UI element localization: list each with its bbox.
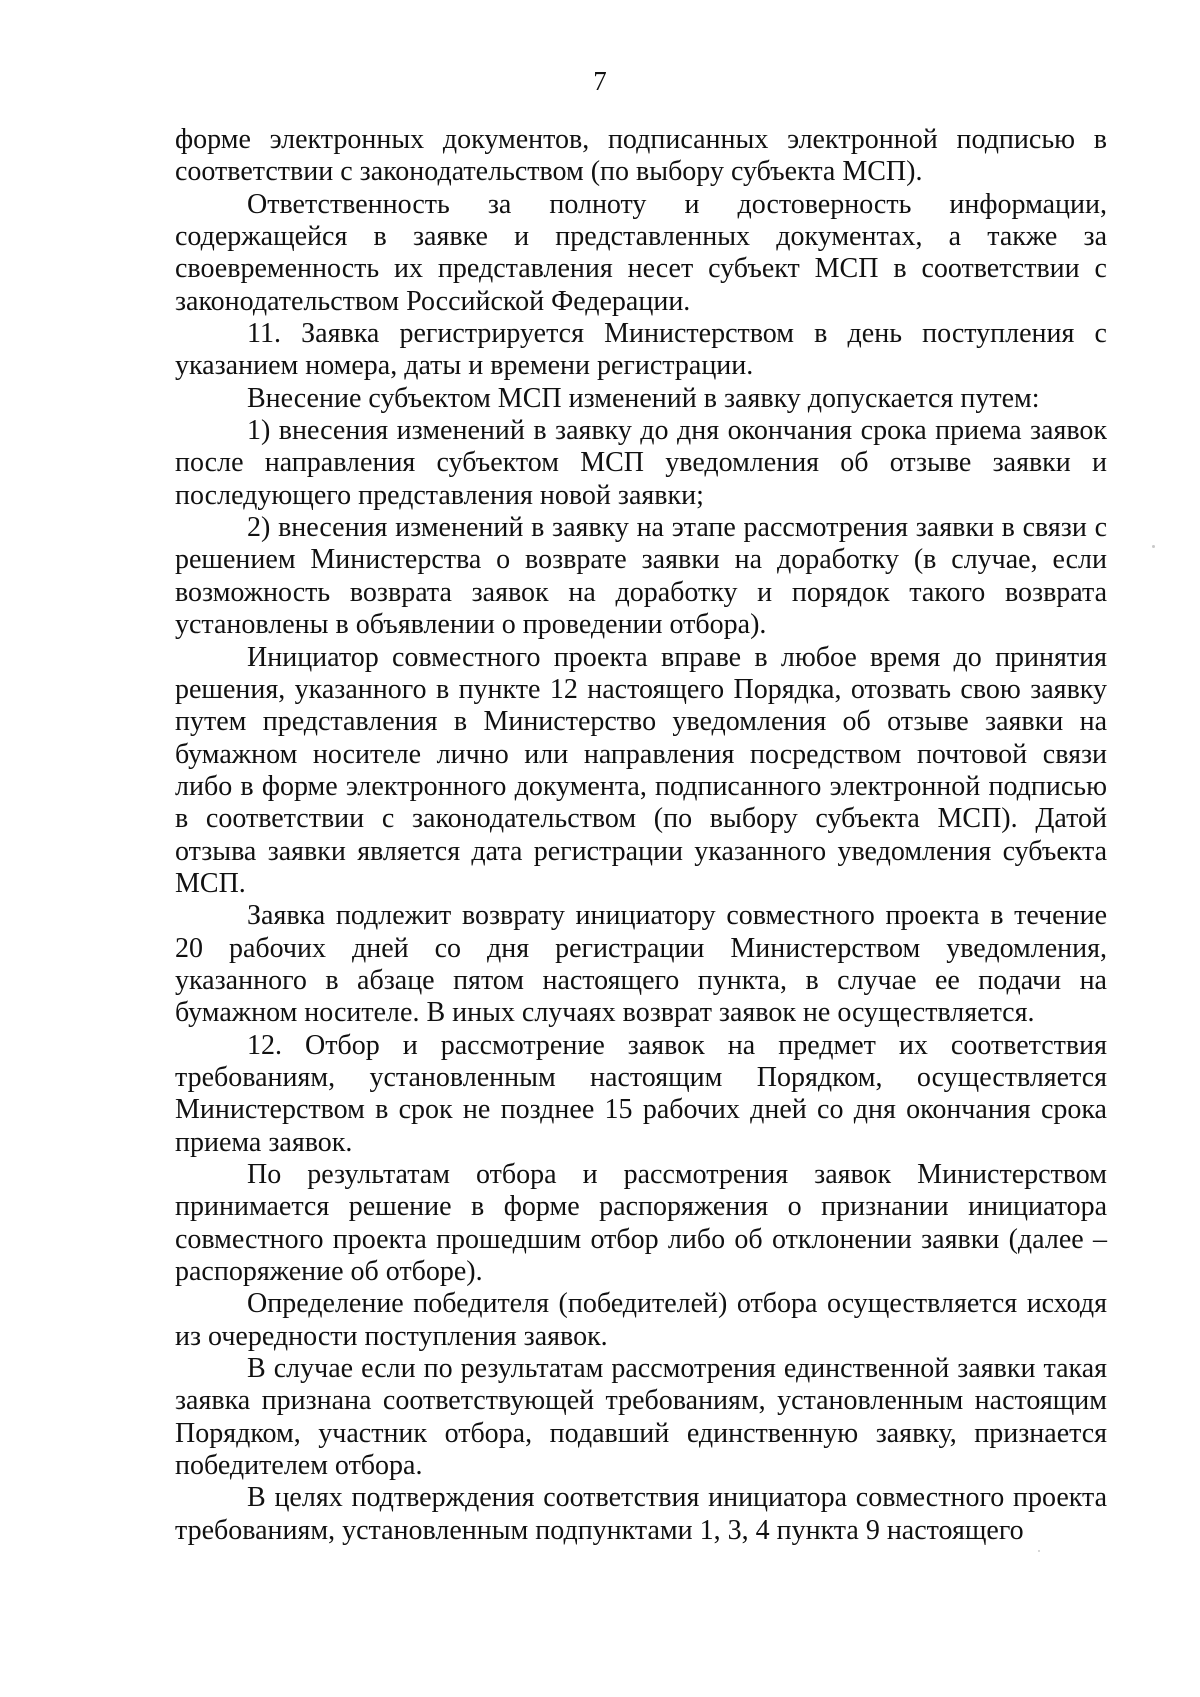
paragraph-clause-12: 12. Отбор и рассмотрение заявок на предмет их соответствия требованиям, установленным настоящим Порядком, осуществляется Министерством в срок не позднее 15 рабочих дней со дня окончания срока приема заявок. — [175, 1029, 1107, 1158]
document-body — [175, 124, 1107, 1547]
paragraph-clause-11: 11. Заявка регистрируется Министерством в день поступления с указанием номера, даты и времени регистрации. — [175, 318, 1107, 382]
scan-speck — [1152, 545, 1155, 548]
paragraph-trailing: В целях подтверждения соответствия инициатора совместного проекта требованиям, установленным подпунктами 1, 3, 4 пункта 9 настоящего — [175, 1482, 1107, 1546]
paragraph: Внесение субъектом МСП изменений в заявку допускается путем: — [247, 382, 1040, 414]
paragraph: Определение победителя (победителей) отбора осуществляется исходя из очередности поступления заявок. — [175, 1288, 1107, 1352]
paragraph: В случае если по результатам рассмотрения единственной заявки такая заявка признана соответствующей требованиям, установленным настоящим Порядком, участник отбора, подавший единственную заявку, признается победителем отбора. — [175, 1353, 1107, 1482]
paragraph: Заявка подлежит возврату инициатору совместного проекта в течение 20 рабочих дней со дня регистрации Министерством уведомления, указанного в абзаце пятом настоящего пункта, в случае ее подачи на бумажном носителе. В иных случаях возврат заявок не осуществляется. — [175, 900, 1107, 1029]
list-item-1: 1) внесения изменений в заявку до дня окончания срока приема заявок после направления субъектом МСП уведомления об отзыве заявки и последующего представления новой заявки; — [175, 415, 1107, 511]
paragraph: Ответственность за полноту и достоверность информации, содержащейся в заявке и представленных документах, а также за своевременность их представления несет субъект МСП в соответствии с законодательством Российской Федерации. — [175, 188, 1107, 317]
paragraph: Инициатор совместного проекта вправе в любое время до принятия решения, указанного в пункте 12 настоящего Порядка, отозвать свою заявку путем представления в Министерство уведомления об отзыве заявки на бумажном носителе лично или направления посредством почтовой связи либо в форме электронного документа, подписанного электронной подписью в соответствии с законодательством (по выбору субъекта МСП). Датой отзыва заявки является дата регистрации указанного уведомления субъекта МСП. — [175, 641, 1107, 899]
page-number: 7 — [593, 66, 607, 96]
paragraph: По результатам отбора и рассмотрения заявок Министерством принимается решение в форме распоряжения о признании инициатора совместного проекта прошедшим отбор либо об отклонении заявки (далее – распоряжение об отборе). — [175, 1159, 1107, 1288]
list-item-2: 2) внесения изменений в заявку на этапе рассмотрения заявки в связи с решением Министерства о возврате заявки на доработку (в случае, если возможность возврата заявок на доработку и порядок такого возврата установлены в объявлении о проведении отбора). — [175, 512, 1107, 641]
scan-speck — [1038, 1550, 1040, 1552]
paragraph-continuation: форме электронных документов, подписанных электронной подписью в соответствии с законодательством (по выбору субъекта МСП). — [175, 124, 1107, 188]
